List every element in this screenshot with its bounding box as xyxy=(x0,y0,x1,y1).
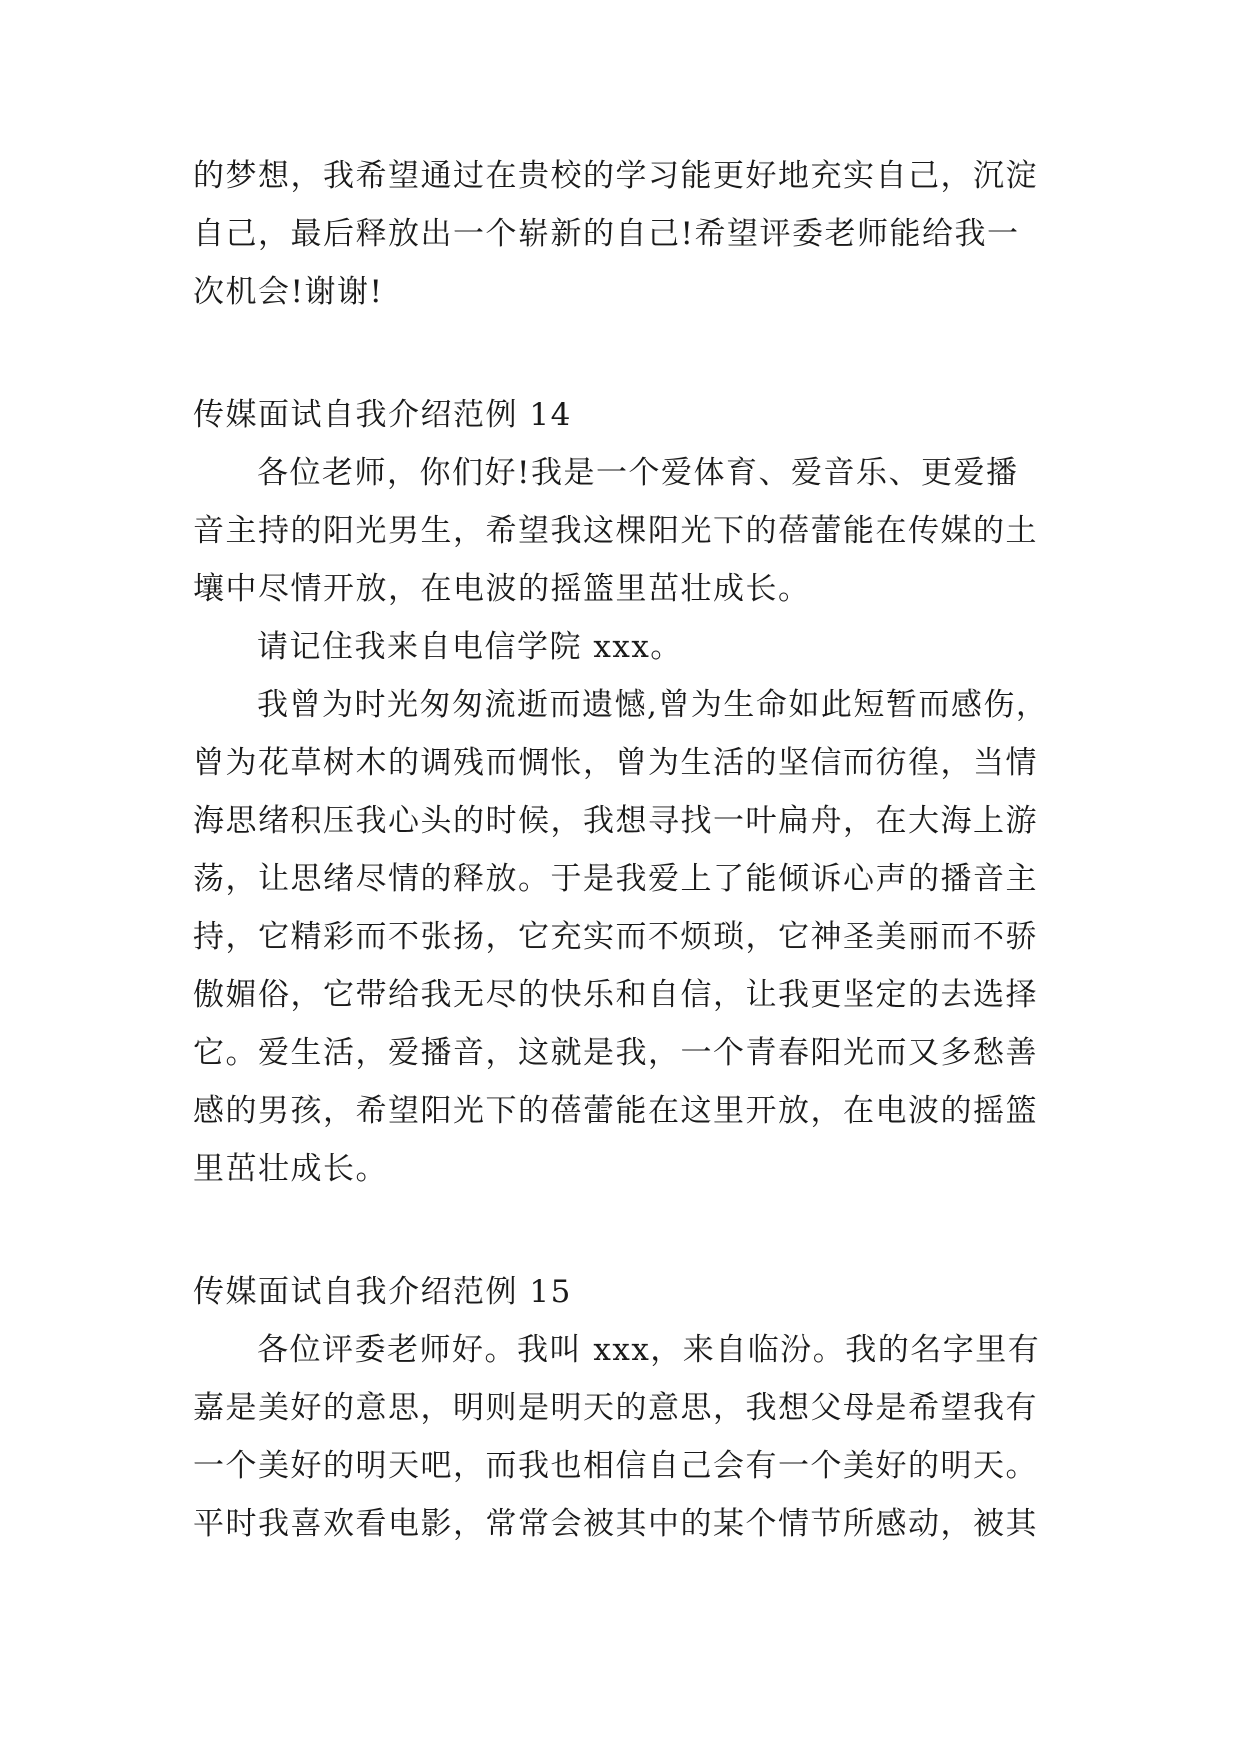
text-line: 的梦想，我希望通过在贵校的学习能更好地充实自己，沉淀 xyxy=(193,158,1038,194)
text-line: 次机会!谢谢! xyxy=(193,274,384,310)
section-heading: 传媒面试自我介绍范例 15 xyxy=(193,1274,572,1310)
text-line: 傲媚俗，它带给我无尽的快乐和自信，让我更坚定的去选择 xyxy=(193,977,1038,1013)
text-line: 自己，最后释放出一个崭新的自己!希望评委老师能给我一 xyxy=(193,216,1020,252)
text-line: 一个美好的明天吧，而我也相信自己会有一个美好的明天。 xyxy=(193,1448,1038,1484)
text-line: 我曾为时光匆匆流逝而遗憾,曾为生命如此短暂而感伤， xyxy=(257,687,1049,723)
text-line: 海思绪积压我心头的时候，我想寻找一叶扁舟，在大海上游 xyxy=(193,803,1038,839)
text-line: 请记住我来自电信学院 xxx。 xyxy=(257,629,683,665)
text-line: 嘉是美好的意思，明则是明天的意思，我想父母是希望我有 xyxy=(193,1390,1038,1426)
text-line: 各位评委老师好。我叫 xxx，来自临汾。我的名字里有 xyxy=(257,1332,1041,1368)
text-line: 音主持的阳光男生，希望我这棵阳光下的蓓蕾能在传媒的土 xyxy=(193,513,1038,549)
text-line: 平时我喜欢看电影，常常会被其中的某个情节所感动，被其 xyxy=(193,1506,1038,1542)
text-line: 曾为花草树木的调残而惆怅，曾为生活的坚信而彷徨，当情 xyxy=(193,745,1038,781)
text-line: 荡，让思绪尽情的释放。于是我爱上了能倾诉心声的播音主 xyxy=(193,861,1038,897)
text-line: 它。爱生活，爱播音，这就是我，一个青春阳光而又多愁善 xyxy=(193,1035,1038,1071)
text-line: 里茁壮成长。 xyxy=(193,1151,388,1187)
text-line: 感的男孩，希望阳光下的蓓蕾能在这里开放，在电波的摇篮 xyxy=(193,1093,1038,1129)
text-line: 持，它精彩而不张扬，它充实而不烦琐，它神圣美丽而不骄 xyxy=(193,919,1038,955)
text-line: 壤中尽情开放，在电波的摇篮里茁壮成长。 xyxy=(193,571,811,607)
text-line: 各位老师，你们好!我是一个爱体育、爱音乐、更爱播 xyxy=(257,455,1019,491)
section-heading: 传媒面试自我介绍范例 14 xyxy=(193,397,572,433)
